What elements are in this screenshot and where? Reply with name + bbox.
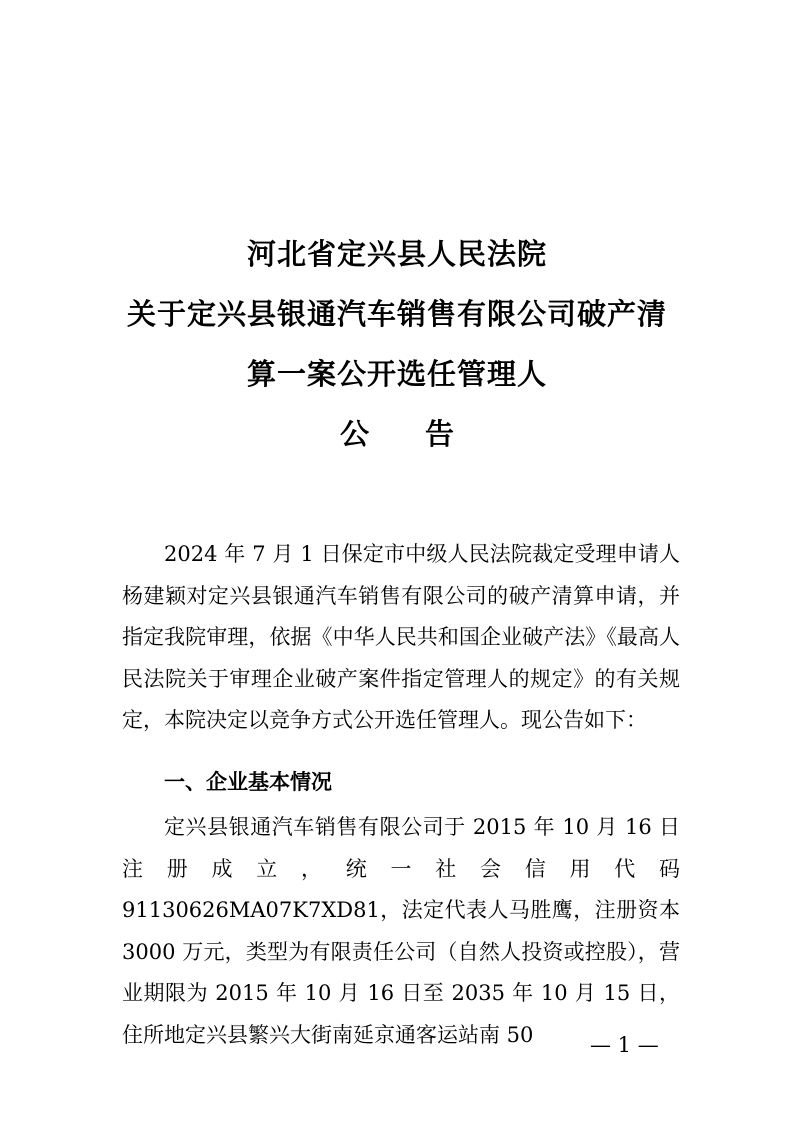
title-notice: 公告 [339, 417, 510, 451]
section-heading-company-info: 一、企业基本情况 [164, 770, 332, 794]
title-court-name: 河北省定兴县人民法院 [246, 237, 547, 271]
title-subject-line-1: 关于定兴县银通汽车销售有限公司破产清 [126, 297, 667, 331]
title-subject-line-2: 算一案公开选任管理人 [246, 357, 547, 391]
intro-paragraph: 2024 年 7 月 1 日保定市中级人民法院裁定受理申请人杨建颖对定兴县银通汽车销售有限公司的破产清算申请，并指定我院审理，依据《中华人民共和国企业破产法》《最高人民法院关于审理企业破产案件指定管理人的规定》的有关规定，本院决定以竞争方式公开选任管理人。现公告如下： [122, 542, 680, 732]
page-number: — 1 — [590, 1033, 659, 1057]
document-title [0, 230, 794, 470]
company-info-paragraph: 定兴县银通汽车销售有限公司于 2015 年 10 月 16 日注册成立，统一社会信用代码 91130626MA07K7XD81，法定代表人马胜鹰，注册资本 3000 万元，类型为有限责任公司（自然人投资或控股），营业期限为 2015 年 10 月 16 日至 2035 年 10 月 15 日，住所地定兴县繁兴大街南延京通客运站南 50 [122, 815, 680, 1047]
